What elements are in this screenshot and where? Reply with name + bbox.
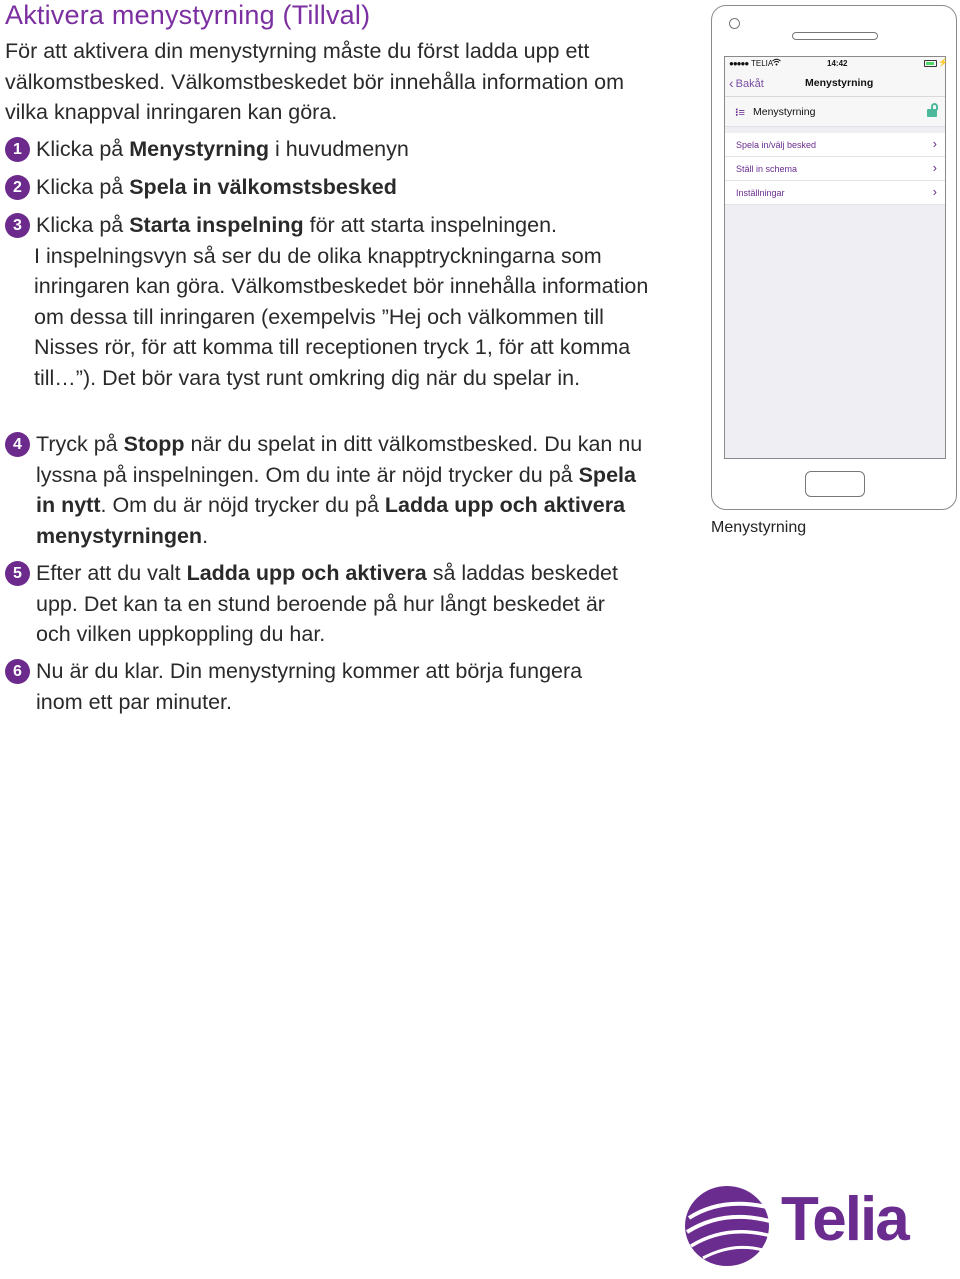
home-button bbox=[805, 471, 865, 497]
step-text: . bbox=[202, 523, 209, 548]
unlock-icon bbox=[927, 109, 937, 117]
signal-icon: ●●●●● bbox=[729, 59, 749, 68]
step-number-badge: 4 bbox=[5, 432, 30, 457]
telia-pebble-icon bbox=[683, 1178, 779, 1274]
step-bold-text: Ladda upp och aktivera menystyrningen bbox=[36, 493, 626, 548]
menu-row-label: Ställ in schema bbox=[736, 164, 798, 174]
nav-bar bbox=[725, 71, 945, 97]
menu-header-label: Menystyrning bbox=[753, 106, 816, 118]
intro-paragraph: För att aktivera din menystyrning måste du först ladda upp ett välkomstbesked. Välkomstbeskedet bör innehålla information om vilka knappval inringaren kan göra. bbox=[5, 39, 625, 124]
menu-row-schedule[interactable] bbox=[725, 157, 945, 181]
step-4 bbox=[5, 429, 645, 551]
step-text: Efter att du valt bbox=[36, 561, 187, 585]
step-1 bbox=[5, 134, 655, 165]
step-number-badge: 5 bbox=[5, 561, 30, 586]
step-number-badge: 2 bbox=[5, 175, 30, 200]
step-number-badge: 3 bbox=[5, 213, 30, 238]
menu-row-label: Spela in/välj besked bbox=[736, 140, 817, 150]
status-bar bbox=[725, 57, 948, 71]
step-3 bbox=[5, 210, 650, 393]
back-label: Bakåt bbox=[735, 78, 764, 90]
step-text: . Om du är nöjd trycker du på bbox=[100, 493, 385, 517]
menu-row-settings[interactable] bbox=[725, 181, 945, 205]
step-bold-text: Starta inspelning bbox=[129, 213, 304, 237]
step-number-badge: 6 bbox=[5, 659, 30, 684]
step-number-badge: 1 bbox=[5, 137, 30, 162]
step-bold-text: Spela in nytt bbox=[36, 462, 636, 517]
step-bold-text: Menystyrning bbox=[129, 137, 269, 161]
menu-header-row[interactable] bbox=[725, 97, 945, 127]
status-time: 14:42 bbox=[827, 59, 848, 68]
battery-icon bbox=[924, 60, 937, 67]
step-bold-text: Ladda upp och aktivera bbox=[186, 561, 427, 585]
step-bold-text: Spela in välkomstsbesked bbox=[129, 175, 397, 199]
speaker-slot bbox=[792, 32, 878, 40]
back-button[interactable] bbox=[729, 75, 764, 91]
nav-title: Menystyrning bbox=[805, 77, 874, 89]
chevron-right-icon: › bbox=[932, 184, 937, 199]
menu-row-label: Inställningar bbox=[736, 188, 785, 198]
step-text: så laddas beskedet upp. Det kan ta en stund beroende på hur långt beskedet är och vilken uppkoppling du har. bbox=[36, 561, 618, 646]
step-6 bbox=[5, 656, 625, 717]
step-text: Klicka på bbox=[36, 213, 130, 237]
step-text: Nu är du klar. Din menystyrning kommer att börja fungera inom ett par minuter. bbox=[36, 659, 583, 714]
phone-illustration bbox=[711, 5, 957, 510]
menu-row-record[interactable] bbox=[725, 133, 945, 157]
step-text: Klicka på bbox=[36, 175, 130, 199]
step-text: för att starta inspelningen. bbox=[303, 213, 558, 237]
step-5 bbox=[5, 558, 645, 650]
step-text: Klicka på bbox=[36, 137, 130, 161]
camera-icon bbox=[729, 18, 740, 29]
step-bold-text: Stopp bbox=[123, 432, 185, 456]
step-text: Tryck på bbox=[36, 432, 124, 456]
wifi-icon bbox=[772, 58, 781, 68]
chevron-left-icon: ‹ bbox=[729, 75, 734, 91]
menu-list-icon: ⁝≡ bbox=[735, 107, 745, 119]
charging-icon: ⚡ bbox=[938, 58, 948, 67]
chevron-right-icon: › bbox=[932, 136, 937, 151]
phone-screen bbox=[724, 56, 946, 459]
step-continuation: I inspelningsvyn så ser du de olika knapptryckningarna som inringaren kan göra. Välkomstbeskedet bör innehålla information om dessa till inringaren (exempelvis ”Hej och välkommen till Nisses rör, för att komma till receptionen tryck 1, för att komma till…”). Det bör vara tyst runt omkring dig när du spelar in. bbox=[34, 243, 649, 390]
page-heading: Aktivera menystyrning (Tillval) bbox=[5, 0, 371, 30]
figure-caption: Menystyrning bbox=[711, 519, 807, 536]
carrier-label: TELIA bbox=[751, 59, 774, 68]
step-text: när du spelat in ditt välkomstbesked. Du kan nu lyssna på inspelningen. Om du inte är nöjd trycker du på bbox=[36, 432, 643, 487]
step-2 bbox=[5, 172, 655, 203]
logo-wordmark: Telia bbox=[781, 1185, 908, 1254]
step-text: i huvudmenyn bbox=[269, 137, 409, 161]
chevron-right-icon: › bbox=[932, 160, 937, 175]
telia-logo bbox=[683, 1178, 923, 1274]
